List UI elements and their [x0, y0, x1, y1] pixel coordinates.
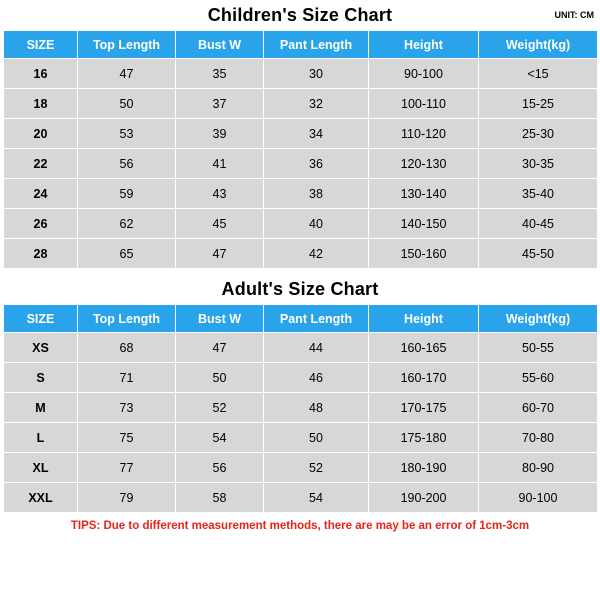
- cell-bust-w: 37: [176, 89, 264, 119]
- cell-size: 24: [4, 179, 78, 209]
- cell-pant-length: 48: [264, 393, 369, 423]
- cell-pant-length: 46: [264, 363, 369, 393]
- cell-size: S: [4, 363, 78, 393]
- cell-top-length: 77: [78, 453, 176, 483]
- table-row: [4, 209, 598, 239]
- adult-table-header-row: [4, 305, 598, 333]
- cell-top-length: 62: [78, 209, 176, 239]
- children-col-top-length: Top Length: [78, 31, 176, 59]
- cell-bust-w: 43: [176, 179, 264, 209]
- cell-bust-w: 47: [176, 239, 264, 269]
- cell-pant-length: 42: [264, 239, 369, 269]
- cell-height: 170-175: [369, 393, 479, 423]
- cell-weight: 25-30: [479, 119, 598, 149]
- cell-bust-w: 39: [176, 119, 264, 149]
- children-title-row: [0, 0, 600, 30]
- cell-bust-w: 54: [176, 423, 264, 453]
- cell-top-length: 47: [78, 59, 176, 89]
- table-row: [4, 393, 598, 423]
- cell-size: 28: [4, 239, 78, 269]
- adult-col-weight: Weight(kg): [479, 305, 598, 333]
- children-table: [3, 30, 598, 269]
- cell-top-length: 75: [78, 423, 176, 453]
- cell-size: L: [4, 423, 78, 453]
- table-row: [4, 423, 598, 453]
- cell-pant-length: 32: [264, 89, 369, 119]
- cell-height: 140-150: [369, 209, 479, 239]
- adult-title-row: [0, 274, 600, 304]
- adult-col-height: Height: [369, 305, 479, 333]
- table-row: [4, 119, 598, 149]
- cell-size: 16: [4, 59, 78, 89]
- table-row: [4, 333, 598, 363]
- cell-bust-w: 58: [176, 483, 264, 513]
- children-size-chart: [0, 0, 600, 269]
- children-col-height: Height: [369, 31, 479, 59]
- tips-note: TIPS: Due to different measurement methods, there are may be an error of 1cm-3cm: [70, 520, 530, 532]
- children-col-size: SIZE: [4, 31, 78, 59]
- cell-pant-length: 54: [264, 483, 369, 513]
- table-row: [4, 363, 598, 393]
- adult-col-pant-length: Pant Length: [264, 305, 369, 333]
- cell-height: 90-100: [369, 59, 479, 89]
- cell-top-length: 53: [78, 119, 176, 149]
- cell-bust-w: 35: [176, 59, 264, 89]
- cell-height: 130-140: [369, 179, 479, 209]
- cell-pant-length: 38: [264, 179, 369, 209]
- cell-size: 20: [4, 119, 78, 149]
- cell-bust-w: 41: [176, 149, 264, 179]
- cell-size: XL: [4, 453, 78, 483]
- adult-chart-title: Adult's Size Chart: [221, 278, 379, 299]
- table-row: [4, 179, 598, 209]
- cell-bust-w: 47: [176, 333, 264, 363]
- children-col-pant-length: Pant Length: [264, 31, 369, 59]
- cell-pant-length: 50: [264, 423, 369, 453]
- cell-height: 190-200: [369, 483, 479, 513]
- cell-weight: 55-60: [479, 363, 598, 393]
- cell-height: 150-160: [369, 239, 479, 269]
- cell-size: 22: [4, 149, 78, 179]
- cell-pant-length: 30: [264, 59, 369, 89]
- cell-height: 110-120: [369, 119, 479, 149]
- adult-col-top-length: Top Length: [78, 305, 176, 333]
- cell-height: 180-190: [369, 453, 479, 483]
- cell-top-length: 50: [78, 89, 176, 119]
- table-row: [4, 453, 598, 483]
- cell-weight: 45-50: [479, 239, 598, 269]
- cell-top-length: 73: [78, 393, 176, 423]
- cell-pant-length: 44: [264, 333, 369, 363]
- cell-pant-length: 34: [264, 119, 369, 149]
- cell-bust-w: 45: [176, 209, 264, 239]
- table-row: [4, 89, 598, 119]
- cell-bust-w: 56: [176, 453, 264, 483]
- cell-size: M: [4, 393, 78, 423]
- cell-weight: 35-40: [479, 179, 598, 209]
- cell-bust-w: 52: [176, 393, 264, 423]
- adult-table: [3, 304, 598, 513]
- cell-pant-length: 40: [264, 209, 369, 239]
- table-row: [4, 483, 598, 513]
- cell-height: 100-110: [369, 89, 479, 119]
- cell-weight: 60-70: [479, 393, 598, 423]
- cell-height: 175-180: [369, 423, 479, 453]
- cell-height: 120-130: [369, 149, 479, 179]
- cell-size: XXL: [4, 483, 78, 513]
- cell-top-length: 65: [78, 239, 176, 269]
- cell-top-length: 71: [78, 363, 176, 393]
- cell-weight: 15-25: [479, 89, 598, 119]
- cell-bust-w: 50: [176, 363, 264, 393]
- table-row: [4, 59, 598, 89]
- table-row: [4, 149, 598, 179]
- table-row: [4, 239, 598, 269]
- cell-top-length: 68: [78, 333, 176, 363]
- children-col-bust-w: Bust W: [176, 31, 264, 59]
- cell-pant-length: 52: [264, 453, 369, 483]
- cell-size: XS: [4, 333, 78, 363]
- cell-pant-length: 36: [264, 149, 369, 179]
- children-chart-title: Children's Size Chart: [207, 4, 393, 25]
- children-table-header-row: [4, 31, 598, 59]
- cell-top-length: 59: [78, 179, 176, 209]
- cell-weight: 90-100: [479, 483, 598, 513]
- cell-weight: 40-45: [479, 209, 598, 239]
- cell-height: 160-170: [369, 363, 479, 393]
- cell-top-length: 56: [78, 149, 176, 179]
- cell-weight: <15: [479, 59, 598, 89]
- adult-size-chart: [0, 274, 600, 513]
- cell-weight: 30-35: [479, 149, 598, 179]
- cell-weight: 70-80: [479, 423, 598, 453]
- cell-height: 160-165: [369, 333, 479, 363]
- cell-size: 18: [4, 89, 78, 119]
- children-col-weight: Weight(kg): [479, 31, 598, 59]
- cell-weight: 50-55: [479, 333, 598, 363]
- adult-col-bust-w: Bust W: [176, 305, 264, 333]
- cell-size: 26: [4, 209, 78, 239]
- cell-top-length: 79: [78, 483, 176, 513]
- unit-label: UNIT: CM: [554, 10, 594, 20]
- cell-weight: 80-90: [479, 453, 598, 483]
- adult-col-size: SIZE: [4, 305, 78, 333]
